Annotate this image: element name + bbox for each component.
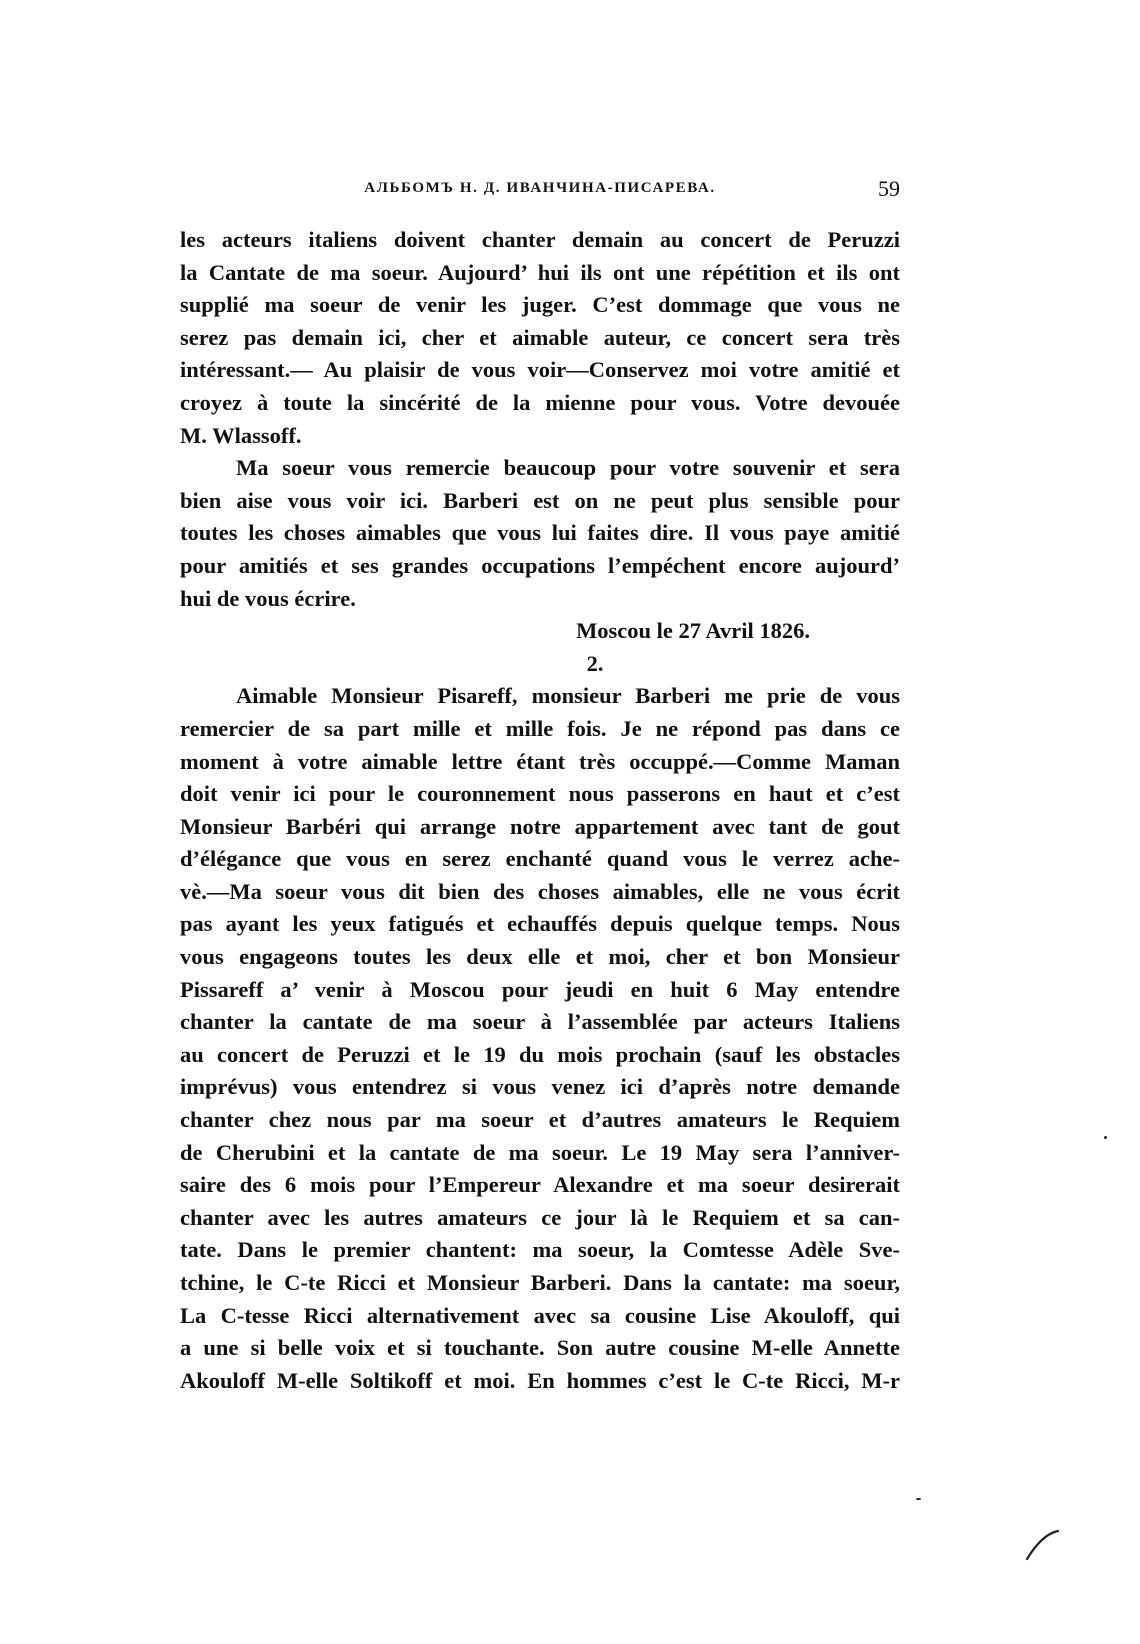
pen-mark-icon [1024,1525,1060,1565]
text-line: pas ayant les yeux fatigués et echauffés depuis quelque temps. Nous [180,911,900,937]
text-line: bien aise vous voir ici. Barberi est on ne peut plus sensible pour [180,487,900,513]
text-line: saire des 6 mois pour l’Empereur Alexandre et ma soeur desirerait [180,1172,900,1198]
text-line-signature: M. Wlassoff. [180,422,302,448]
text-line: remercier de sa part mille et mille fois. Je ne répond pas dans ce [180,715,900,741]
running-header [180,176,900,206]
letter-number: 2. [586,650,604,676]
text-line: toutes les choses aimables que vous lui faites dire. Il vous paye amitié [180,520,900,546]
text-line: tchine, le C-te Ricci et Monsieur Barberi. Dans la cantate: ma soeur, [180,1270,900,1295]
text-line: imprévus) vous entendrez si vous venez ici d’après notre demande [180,1074,900,1100]
text-line: vè.—Ma soeur vous dit bien des choses aimables, elle ne vous écrit [180,878,900,904]
text-line: chanter la cantate de ma soeur à l’assemblée par acteurs Italiens [180,1009,900,1035]
text-line: La C-tesse Ricci alternativement avec sa cousine Lise Akouloff, qui [180,1302,900,1328]
text-line: Ma soeur vous remercie beaucoup pour votre souvenir et sera [236,455,900,481]
text-line: supplié ma soeur de venir les juger. C’est dommage que vous ne [180,292,900,318]
text-line: chanter avec les autres amateurs ce jour là le Requiem et sa can- [180,1204,900,1230]
scan-speck [916,1498,921,1500]
text-line: Aimable Monsieur Pisareff, monsieur Barberi me prie de vous [236,683,900,709]
text-line: serez pas demain ici, cher et aimable auteur, ce concert sera très [180,324,900,350]
page-number: 59 [878,176,900,201]
scan-speck [1104,1136,1107,1139]
text-line: hui de vous écrire. [180,585,356,611]
text-line: la Cantate de ma soeur. Aujourd’ hui ils ont une répétition et ils ont [180,259,900,285]
text-line: Akouloff M-elle Soltikoff et moi. En hommes c’est le C-te Ricci, M-r [180,1367,900,1393]
text-line: a une si belle voix et si touchante. Son autre cousine M-elle Annette [180,1335,900,1361]
text-line: Pissareff a’ venir à Moscou pour jeudi en huit 6 May entendre [180,976,900,1002]
text-line: de Cherubini et la cantate de ma soeur. Le 19 May sera l’anniver- [180,1139,900,1165]
text-line: chanter chez nous par ma soeur et d’autres amateurs le Requiem [180,1107,900,1133]
text-line: les acteurs italiens doivent chanter demain au concert de Peruzzi [180,227,900,252]
page-text [180,224,900,1397]
text-line: moment à votre aimable lettre étant très occuppé.—Comme Maman [180,748,900,774]
text-line: doit venir ici pour le couronnement nous passerons en haut et c’est [180,781,900,807]
text-line: pour amitiés et ses grandes occupations l’empéchent encore aujourd’ [180,552,900,578]
running-title: АЛЬБОМЪ Н. Д. ИВАНЧИНА-ПИСАРЕВА. [364,180,716,196]
text-line: vous engageons toutes les deux elle et moi, cher et bon Monsieur [180,944,900,970]
text-line: croyez à toute la sincérité de la mienne pour vous. Votre devouée [180,389,900,415]
text-line: intéressant.— Au plaisir de vous voir—Conservez moi votre amitié et [180,357,900,383]
text-line: Monsieur Barbéri qui arrange notre appartement avec tant de gout [180,813,900,839]
text-line: au concert de Peruzzi et le 19 du mois prochain (sauf les obstacles [180,1041,900,1067]
text-line: d’élégance que vous en serez enchanté quand vous le verrez ache- [180,846,900,872]
text-line: tate. Dans le premier chantent: ma soeur, la Comtesse Adèle Sve- [180,1237,900,1263]
letter-date: Moscou le 27 Avril 1826. [576,618,810,644]
